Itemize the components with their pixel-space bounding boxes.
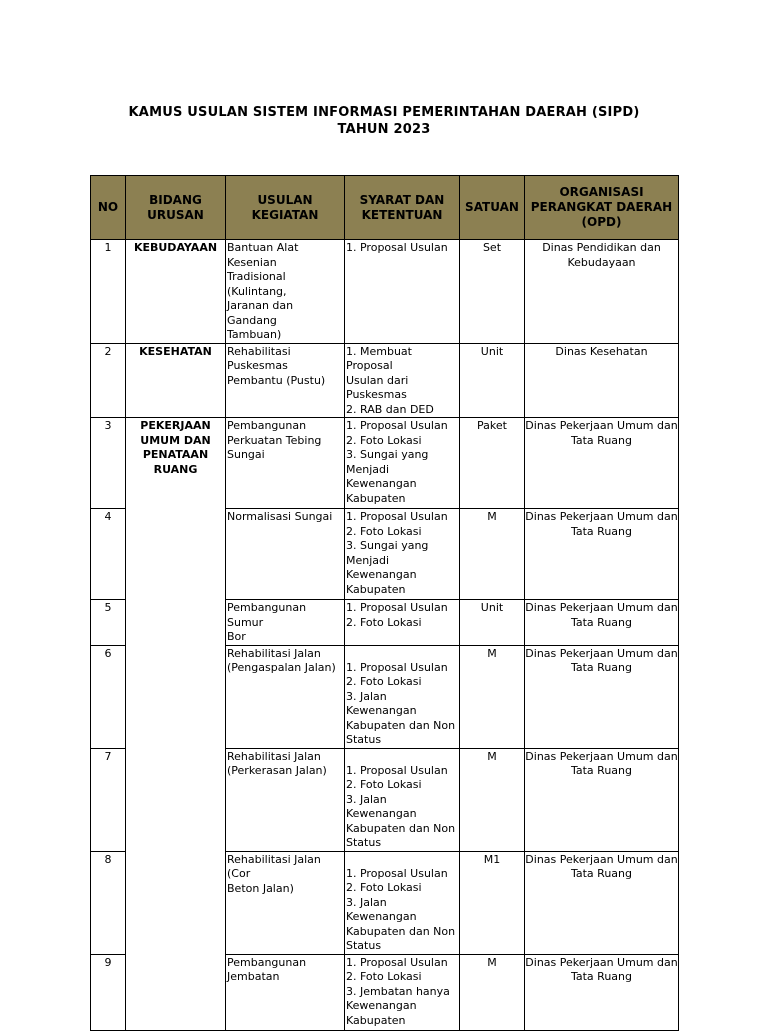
cell-usulan — [226, 645, 345, 748]
syarat-line: 1. Proposal Usulan — [346, 601, 448, 614]
opd-line: Dinas Pekerjaan Umum dan — [525, 419, 678, 432]
cell-usulan — [226, 954, 345, 1030]
syarat-line: 1. Proposal Usulan — [346, 510, 448, 523]
cell-syarat — [345, 645, 460, 748]
syarat-line: 1. Proposal Usulan — [346, 955, 448, 969]
syarat-line: 1. Membuat Proposal — [346, 344, 412, 372]
cell-no: 8 — [91, 851, 126, 954]
syarat-line: 2. Foto Lokasi — [346, 778, 422, 791]
header-syarat-line: SYARAT DAN — [359, 192, 445, 207]
cell-opd — [525, 418, 679, 509]
cell-no: 9 — [91, 954, 126, 1030]
syarat-line: 1. Proposal Usulan — [346, 241, 448, 254]
syarat-line: 3. Jalan Kewenangan — [346, 895, 417, 923]
opd-line: Tata Ruang — [570, 433, 632, 447]
cell-satuan: Paket — [460, 418, 525, 509]
syarat-line: 3. Jembatan hanya — [346, 984, 450, 998]
usulan-line: Sungai — [227, 448, 265, 461]
header-opd-line: (OPD) — [581, 215, 622, 229]
cell-syarat — [345, 600, 460, 646]
cell-syarat — [345, 240, 460, 344]
syarat-line: 2. Foto Lokasi — [346, 524, 422, 538]
usulan-line: Jembatan — [227, 970, 280, 983]
cell-bidang — [126, 418, 226, 1031]
opd-line: Tata Ruang — [570, 661, 632, 674]
opd-line: Tata Ruang — [570, 867, 632, 880]
cell-bidang: KESEHATAN — [126, 343, 226, 418]
cell-opd — [525, 343, 679, 418]
syarat-line: Menjadi Kewenangan — [346, 462, 417, 490]
usulan-line: Bantuan Alat Kesenian — [227, 241, 299, 269]
syarat-line: Kabupaten — [346, 491, 406, 505]
syarat-line: 3. Jalan Kewenangan — [346, 792, 417, 820]
cell-usulan — [226, 418, 345, 509]
cell-opd — [525, 600, 679, 646]
syarat-line: 1. Proposal Usulan — [346, 866, 448, 880]
cell-no: 7 — [91, 748, 126, 851]
syarat-line: Status — [346, 733, 382, 746]
cell-opd — [525, 509, 679, 600]
cell-opd — [525, 748, 679, 851]
usulan-line: Normalisasi Sungai — [227, 510, 333, 523]
usulan-line: Rehabilitasi Jalan — [227, 749, 321, 763]
syarat-line: 3. Sungai yang — [346, 539, 429, 552]
cell-usulan — [226, 851, 345, 954]
syarat-line: 1. Proposal Usulan — [346, 660, 448, 674]
cell-no: 4 — [91, 509, 126, 600]
usulan-line: Jaranan dan Gandang — [227, 299, 294, 327]
cell-usulan — [226, 600, 345, 646]
title-line-1: KAMUS USULAN SISTEM INFORMASI PEMERINTAHAN DAERAH (SIPD) — [128, 105, 640, 120]
usulan-line: Rehabilitasi Puskesmas — [227, 344, 291, 372]
syarat-line: Kabupaten dan Non — [346, 924, 456, 938]
header-no: NO — [91, 176, 126, 240]
usulan-line: Tambuan) — [227, 328, 282, 341]
cell-satuan: M — [460, 509, 525, 600]
cell-usulan — [226, 240, 345, 344]
syarat-line: Usulan dari — [346, 373, 409, 387]
usulan-line: (Perkerasan Jalan) — [227, 764, 327, 777]
table-row — [91, 343, 679, 418]
title-line-2: TAHUN 2023 — [337, 122, 431, 137]
cell-opd — [525, 954, 679, 1030]
header-satuan: SATUAN — [460, 176, 525, 240]
usulan-line: Pembangunan Sumur — [227, 601, 307, 629]
opd-line: Dinas Pekerjaan Umum dan — [525, 749, 678, 763]
header-opd-line: PERANGKAT DAERAH — [530, 200, 673, 214]
cell-opd — [525, 240, 679, 344]
cell-syarat — [345, 509, 460, 600]
cell-satuan: M — [460, 645, 525, 748]
bidang-line: RUANG — [153, 462, 198, 476]
opd-line: Dinas Pendidikan dan — [542, 241, 661, 254]
opd-line: Dinas Pekerjaan Umum dan — [525, 646, 678, 660]
syarat-line: Kewenangan — [346, 999, 417, 1012]
syarat-line: Puskesmas — [346, 388, 407, 401]
usulan-table — [90, 175, 679, 1031]
cell-no: 1 — [91, 240, 126, 344]
cell-satuan: Unit — [460, 600, 525, 646]
usulan-line: Perkuatan Tebing — [227, 433, 322, 447]
syarat-line: Kabupaten — [346, 582, 406, 596]
table-row — [91, 418, 679, 509]
opd-line: Dinas Kesehatan — [555, 344, 648, 358]
header-opd — [525, 176, 679, 240]
opd-line: Kebudayaan — [567, 255, 636, 269]
cell-satuan: M — [460, 954, 525, 1030]
header-bidang-line: BIDANG — [149, 192, 202, 207]
syarat-line: Kabupaten dan Non — [346, 821, 456, 835]
header-syarat — [345, 176, 460, 240]
usulan-line: Bor — [227, 630, 246, 643]
cell-opd — [525, 645, 679, 748]
syarat-line: Kabupaten dan Non — [346, 718, 456, 732]
syarat-line: 2. Foto Lokasi — [346, 970, 422, 983]
cell-no: 2 — [91, 343, 126, 418]
syarat-line: 2. Foto Lokasi — [346, 675, 422, 688]
cell-syarat — [345, 343, 460, 418]
usulan-line: Beton Jalan) — [227, 881, 294, 895]
table-header-row — [91, 176, 679, 240]
cell-no: 6 — [91, 645, 126, 748]
cell-usulan — [226, 509, 345, 600]
opd-line: Dinas Pekerjaan Umum dan — [525, 601, 678, 614]
cell-syarat — [345, 851, 460, 954]
bidang-line: PEKERJAAN — [140, 419, 211, 432]
syarat-line: Status — [346, 836, 382, 849]
usulan-line: Rehabilitasi Jalan (Cor — [227, 852, 321, 880]
cell-satuan: M — [460, 748, 525, 851]
syarat-line: Menjadi Kewenangan — [346, 553, 417, 581]
usulan-line: Rehabilitasi Jalan — [227, 646, 321, 660]
usulan-line: Pembangunan — [227, 419, 307, 432]
opd-line: Tata Ruang — [570, 615, 632, 629]
opd-line: Dinas Pekerjaan Umum dan — [525, 955, 678, 969]
cell-satuan: Set — [460, 240, 525, 344]
syarat-line: 1. Proposal Usulan — [346, 763, 448, 777]
cell-opd — [525, 851, 679, 954]
opd-line: Tata Ruang — [570, 524, 632, 538]
header-usulan-line: KEGIATAN — [251, 207, 319, 222]
cell-satuan: M1 — [460, 851, 525, 954]
cell-bidang: KEBUDAYAAN — [126, 240, 226, 344]
header-bidang — [126, 176, 226, 240]
opd-line: Dinas Pekerjaan Umum dan — [525, 510, 678, 523]
syarat-line: Kabupaten — [346, 1013, 406, 1027]
cell-no: 5 — [91, 600, 126, 646]
syarat-line: 2. RAB dan DED — [346, 402, 434, 416]
syarat-line: 1. Proposal Usulan — [346, 419, 448, 432]
bidang-line: PENATAAN — [142, 448, 209, 461]
syarat-line: 2. Foto Lokasi — [346, 433, 422, 447]
usulan-line: Pembangunan — [227, 955, 307, 969]
cell-syarat — [345, 748, 460, 851]
syarat-line: 2. Foto Lokasi — [346, 881, 422, 894]
bidang-line: UMUM DAN — [140, 433, 211, 447]
header-syarat-line: KETENTUAN — [361, 207, 443, 222]
header-usulan-line: USULAN — [257, 192, 313, 207]
opd-line: Tata Ruang — [570, 970, 632, 983]
syarat-line: Status — [346, 939, 382, 952]
header-bidang-line: URUSAN — [147, 207, 204, 222]
opd-line: Tata Ruang — [570, 764, 632, 777]
opd-line: Dinas Pekerjaan Umum dan — [525, 852, 678, 866]
usulan-line: (Pengaspalan Jalan) — [227, 661, 336, 674]
table-row — [91, 240, 679, 344]
header-usulan — [226, 176, 345, 240]
usulan-line: Tradisional (Kulintang, — [227, 270, 287, 298]
cell-satuan: Unit — [460, 343, 525, 418]
syarat-line: 2. Foto Lokasi — [346, 615, 422, 629]
cell-usulan — [226, 343, 345, 418]
syarat-line: 3. Jalan Kewenangan — [346, 689, 417, 717]
cell-no: 3 — [91, 418, 126, 509]
syarat-line: 3. Sungai yang — [346, 448, 429, 461]
cell-syarat — [345, 418, 460, 509]
document-title — [0, 104, 768, 138]
header-opd-line: ORGANISASI — [559, 185, 644, 199]
cell-syarat — [345, 954, 460, 1030]
usulan-line: Pembantu (Pustu) — [227, 373, 326, 387]
cell-usulan — [226, 748, 345, 851]
